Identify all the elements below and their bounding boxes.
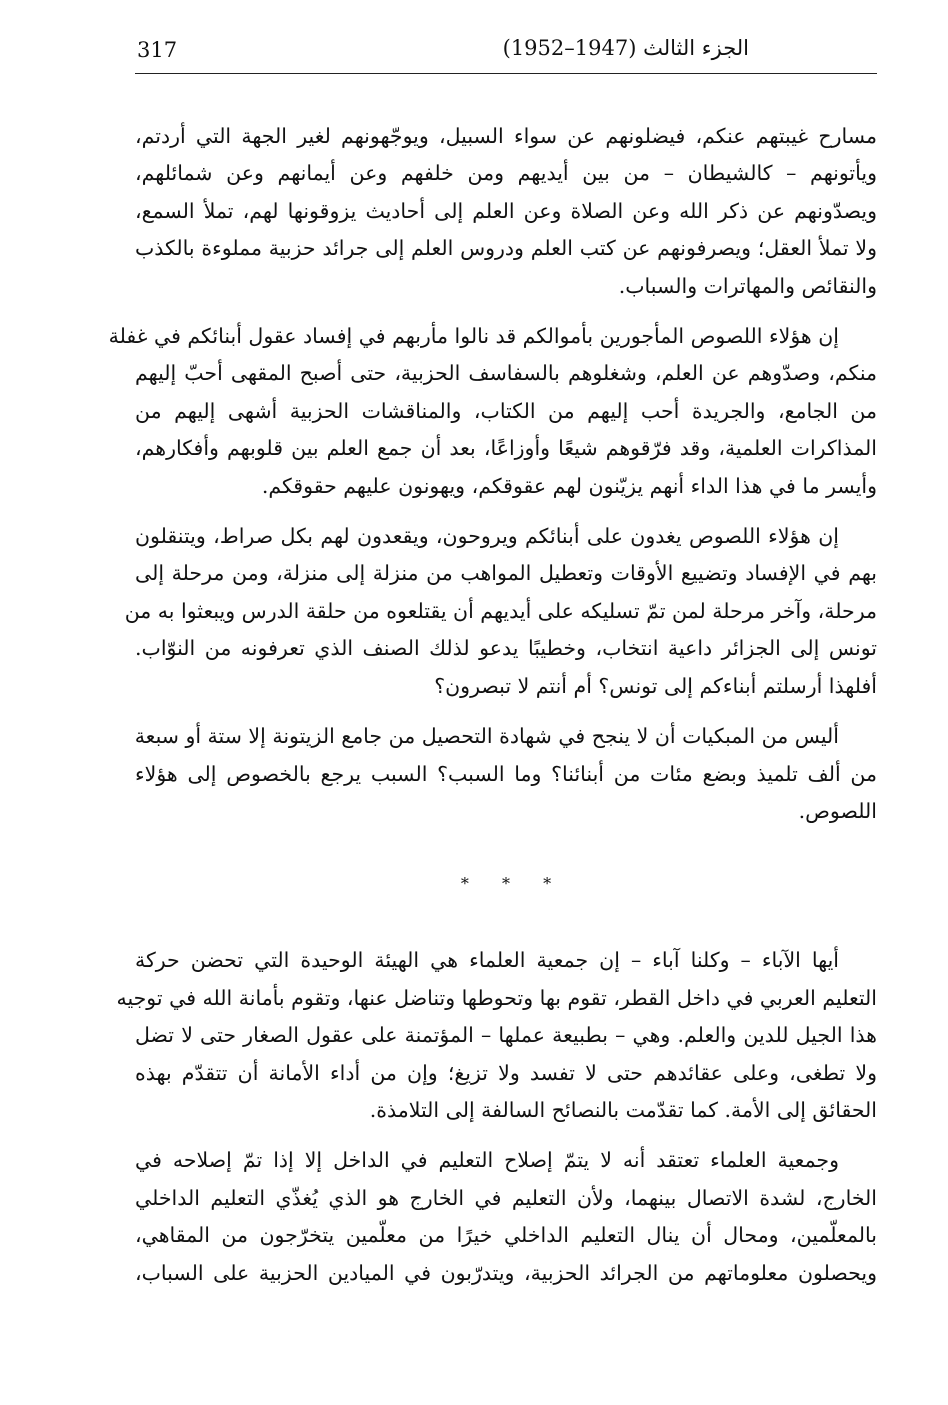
text-line: المذاكرات العلمية، وقد فرّقوهم شيعًا وأوزاعًا، بعد أن جمع العلم بين قلوبهم وأفكارهم، — [135, 436, 877, 461]
text-line: اللصوص. — [798, 798, 877, 823]
text-line: من الجامع، والجريدة أحب إليهم من الكتاب، والمناقشات الحزبية أشهى إليهم من — [135, 398, 877, 423]
text-line: والنقائص والمهاترات والسباب. — [618, 273, 877, 298]
text-line: ولا تطغى، وعلى عقائدهم حتى لا تفسد ولا تزيغ؛ وإن من أداء الأمانة أن تتقدّم بهذه — [135, 1060, 877, 1085]
text-line: إن هؤلاء اللصوص يغدون على أبنائكم ويروحون، ويقعدون لهم بكل صراط، ويتنقلون — [135, 524, 839, 549]
body-text — [108, 118, 877, 1292]
text-line: أليس من المبكيات أن لا ينجح في شهادة التحصيل من جامع الزيتونة إلا ستة أو سبعة — [134, 724, 839, 749]
text-line: ولا تملأ العقل؛ ويصرفونهم عن كتب العلم ودروس العلم إلى جرائد حزبية مملوءة بالكذب — [135, 236, 877, 261]
paragraph-1 — [135, 118, 877, 305]
paragraph-5 — [116, 942, 877, 1129]
section-separator: * * * — [460, 874, 566, 894]
running-title: الجزء الثالث (1947–1952) — [502, 36, 749, 60]
text-line: أفلهذا أرسلتم أبناءكم إلى تونس؟ أم أنتم لا تبصرون؟ — [434, 673, 877, 698]
text-line: ويصدّونهم عن ذكر الله وعن الصلاة وعن العلم إلى أحاديث يزوقونها لهم، تملأ السمع، — [135, 198, 877, 223]
text-line: إن هؤلاء اللصوص المأجورين بأموالكم قد نالوا مأربهم في إفساد عقول أبنائكم في غفلة — [108, 324, 839, 349]
text-line: أيها الآباء – وكلنا آباء – إن جمعية العلماء هي الهيئة الوحيدة التي تحضن حركة — [135, 948, 839, 973]
text-line: تونس إلى الجزائر داعية انتخاب، وخطيبًا يدعو لذلك الصنف الذي تعرفونه من النوّاب. — [135, 636, 877, 661]
text-line: مرحلة، وآخر مرحلة لمن تمّ تسليكه على أيديهم أن يقتلعوه من حلقة الدرس ويبعثوا به من — [124, 598, 877, 623]
paragraph-4 — [135, 718, 877, 830]
text-line: الخارج، لشدة الاتصال بينهما، ولأن التعليم في الخارج هو الذي يُغذّي التعليم الداخلي — [135, 1185, 877, 1210]
text-line: التعليم العربي في داخل القطر، تقوم بها وتحوطها وتناضل عنها، وتقوم بأمانة الله في توجيه — [116, 985, 877, 1010]
text-line: من ألف تلميذ وبضع مئات من أبنائنا؟ وما السبب؟ السبب يرجع بالخصوص إلى هؤلاء — [135, 761, 877, 786]
text-line: بالمعلّمين، ومحال أن ينال التعليم الداخلي خيرًا من معلّمين يتخرّجون من المقاهي، — [135, 1223, 877, 1248]
paragraph-2 — [108, 318, 877, 505]
paragraph-6 — [135, 1142, 877, 1292]
text-line: مسارح غيبتهم عنكم، فيضلونهم عن سواء السبيل، ويوجّهونهم لغير الجهة التي أردتم، — [135, 124, 877, 148]
paragraph-3 — [124, 518, 877, 705]
page-header — [135, 36, 877, 76]
text-line: وأيسر ما في هذا الداء أنهم يزيّنون لهم عقوقكم، ويهونون عليهم حقوقكم. — [261, 473, 877, 498]
page-number: 317 — [137, 38, 178, 62]
text-line: ويحصلون معلوماتهم من الجرائد الحزبية، ويتدرّبون في الميادين الحزبية على السباب، — [135, 1260, 877, 1285]
text-line: منكم، وصدّوهم عن العلم، وشغلوهم بالسفاسف الحزبية، حتى أصبح المقهى أحبّ إليهم — [135, 361, 877, 386]
text-line: هذا الجيل للدين والعلم. وهي – بطبيعة عملها – المؤتمنة على عقول الصغار حتى لا تضل — [135, 1023, 877, 1048]
text-line: ويأتونهم – كالشيطان – من بين أيديهم ومن خلفهم وعن أيمانهم وعن شمائلهم، — [135, 161, 877, 186]
text-line: وجمعية العلماء تعتقد أنه لا يتمّ إصلاح التعليم في الداخل إلا إذا تمّ إصلاحه في — [135, 1148, 839, 1173]
text-line: بهم في الإفساد وتضييع الأوقات وتعطيل المواهب من منزلة إلى منزلة، ومن مرحلة إلى — [135, 561, 877, 586]
text-line: الحقائق إلى الأمة. كما تقدّمت بالنصائح السالفة إلى التلامذة. — [369, 1097, 877, 1122]
header-rule — [135, 73, 877, 74]
